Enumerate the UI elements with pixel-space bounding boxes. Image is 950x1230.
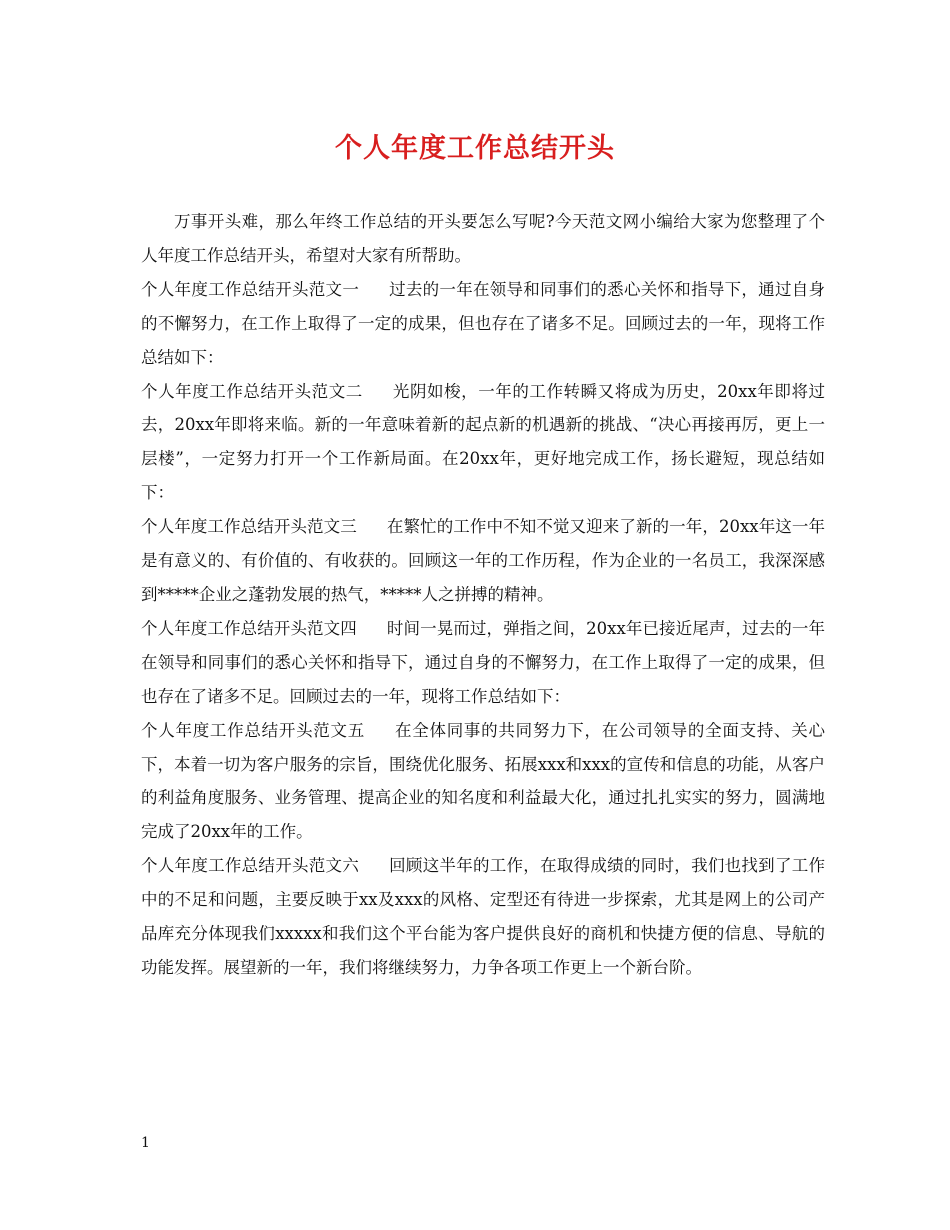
section-paragraph-1 <box>141 273 825 375</box>
section-paragraph-5 <box>141 714 825 850</box>
document-body <box>141 205 825 985</box>
document-title: 个人年度工作总结开头 <box>335 133 615 164</box>
section-text: 时间一晃而过，弹指之间，20xx年已接近尾声，过去的一年在领导和同事们的悉心关怀和指导下，通过自身的不懈努力，在工作上取得了一定的成果，但也存在了诸多不足。回顾过去的一年，现将工作总结如下： <box>141 618 826 706</box>
intro-paragraph: 万事开头难，那么年终工作总结的开头要怎么写呢?今天范文网小编给大家为您整理了个人年度工作总结开头，希望对大家有所帮助。 <box>141 212 825 265</box>
section-text: 在繁忙的工作中不知不觉又迎来了新的一年，20xx年这一年是有意义的、有价值的、有收获的。回顾这一年的工作历程，作为企业的一名员工，我深深感到*****企业之蓬勃发展的热气，*****人之拼搏的精神。 <box>141 517 826 604</box>
section-label: 个人年度工作总结开头范文六 <box>141 856 360 876</box>
section-text: 过去的一年在领导和同事们的悉心关怀和指导下，通过自身的不懈努力，在工作上取得了一定的成果，但也存在了诸多不足。回顾过去的一年，现将工作总结如下： <box>141 279 826 367</box>
section-label: 个人年度工作总结开头范文四 <box>141 618 357 638</box>
section-paragraph-3 <box>141 510 825 612</box>
section-label: 个人年度工作总结开头范文三 <box>141 517 357 537</box>
section-text: 回顾这半年的工作，在取得成绩的同时，我们也找到了工作中的不足和问题，主要反映于xx及xxx的风格、定型还有待进一步探索，尤其是网上的公司产品库充分体现我们xxxxx和我们这个平台能为客户提供良好的商机和快捷方便的信息、导航的功能发挥。展望新的一年，我们将继续努力，力争各项工作更上一个新台阶。 <box>141 856 826 977</box>
section-label: 个人年度工作总结开头范文二 <box>141 381 363 401</box>
section-text: 在全体同事的共同努力下，在公司领导的全面支持、关心下，本着一切为客户服务的宗旨，围绕优化服务、拓展xxx和xxx的宣传和信息的功能，从客户的利益角度服务、业务管理、提高企业的知名度和利益最大化，通过扎扎实实的努力，圆满地完成了20xx年的工作。 <box>141 720 826 842</box>
section-paragraph-6 <box>141 849 825 985</box>
page-number: 1 <box>141 1135 150 1151</box>
section-label: 个人年度工作总结开头范文一 <box>141 279 360 299</box>
section-label: 个人年度工作总结开头范文五 <box>141 720 365 740</box>
section-paragraph-2 <box>141 375 825 511</box>
section-text: 光阴如梭，一年的工作转瞬又将成为历史，20xx年即将过去，20xx年即将来临。新的一年意味着新的起点新的机遇新的挑战、“决心再接再厉，更上一层楼”，一定努力打开一个工作新局面。在20xx年，更好地完成工作，扬长避短，现总结如下： <box>141 381 826 503</box>
section-paragraph-4 <box>141 612 825 714</box>
